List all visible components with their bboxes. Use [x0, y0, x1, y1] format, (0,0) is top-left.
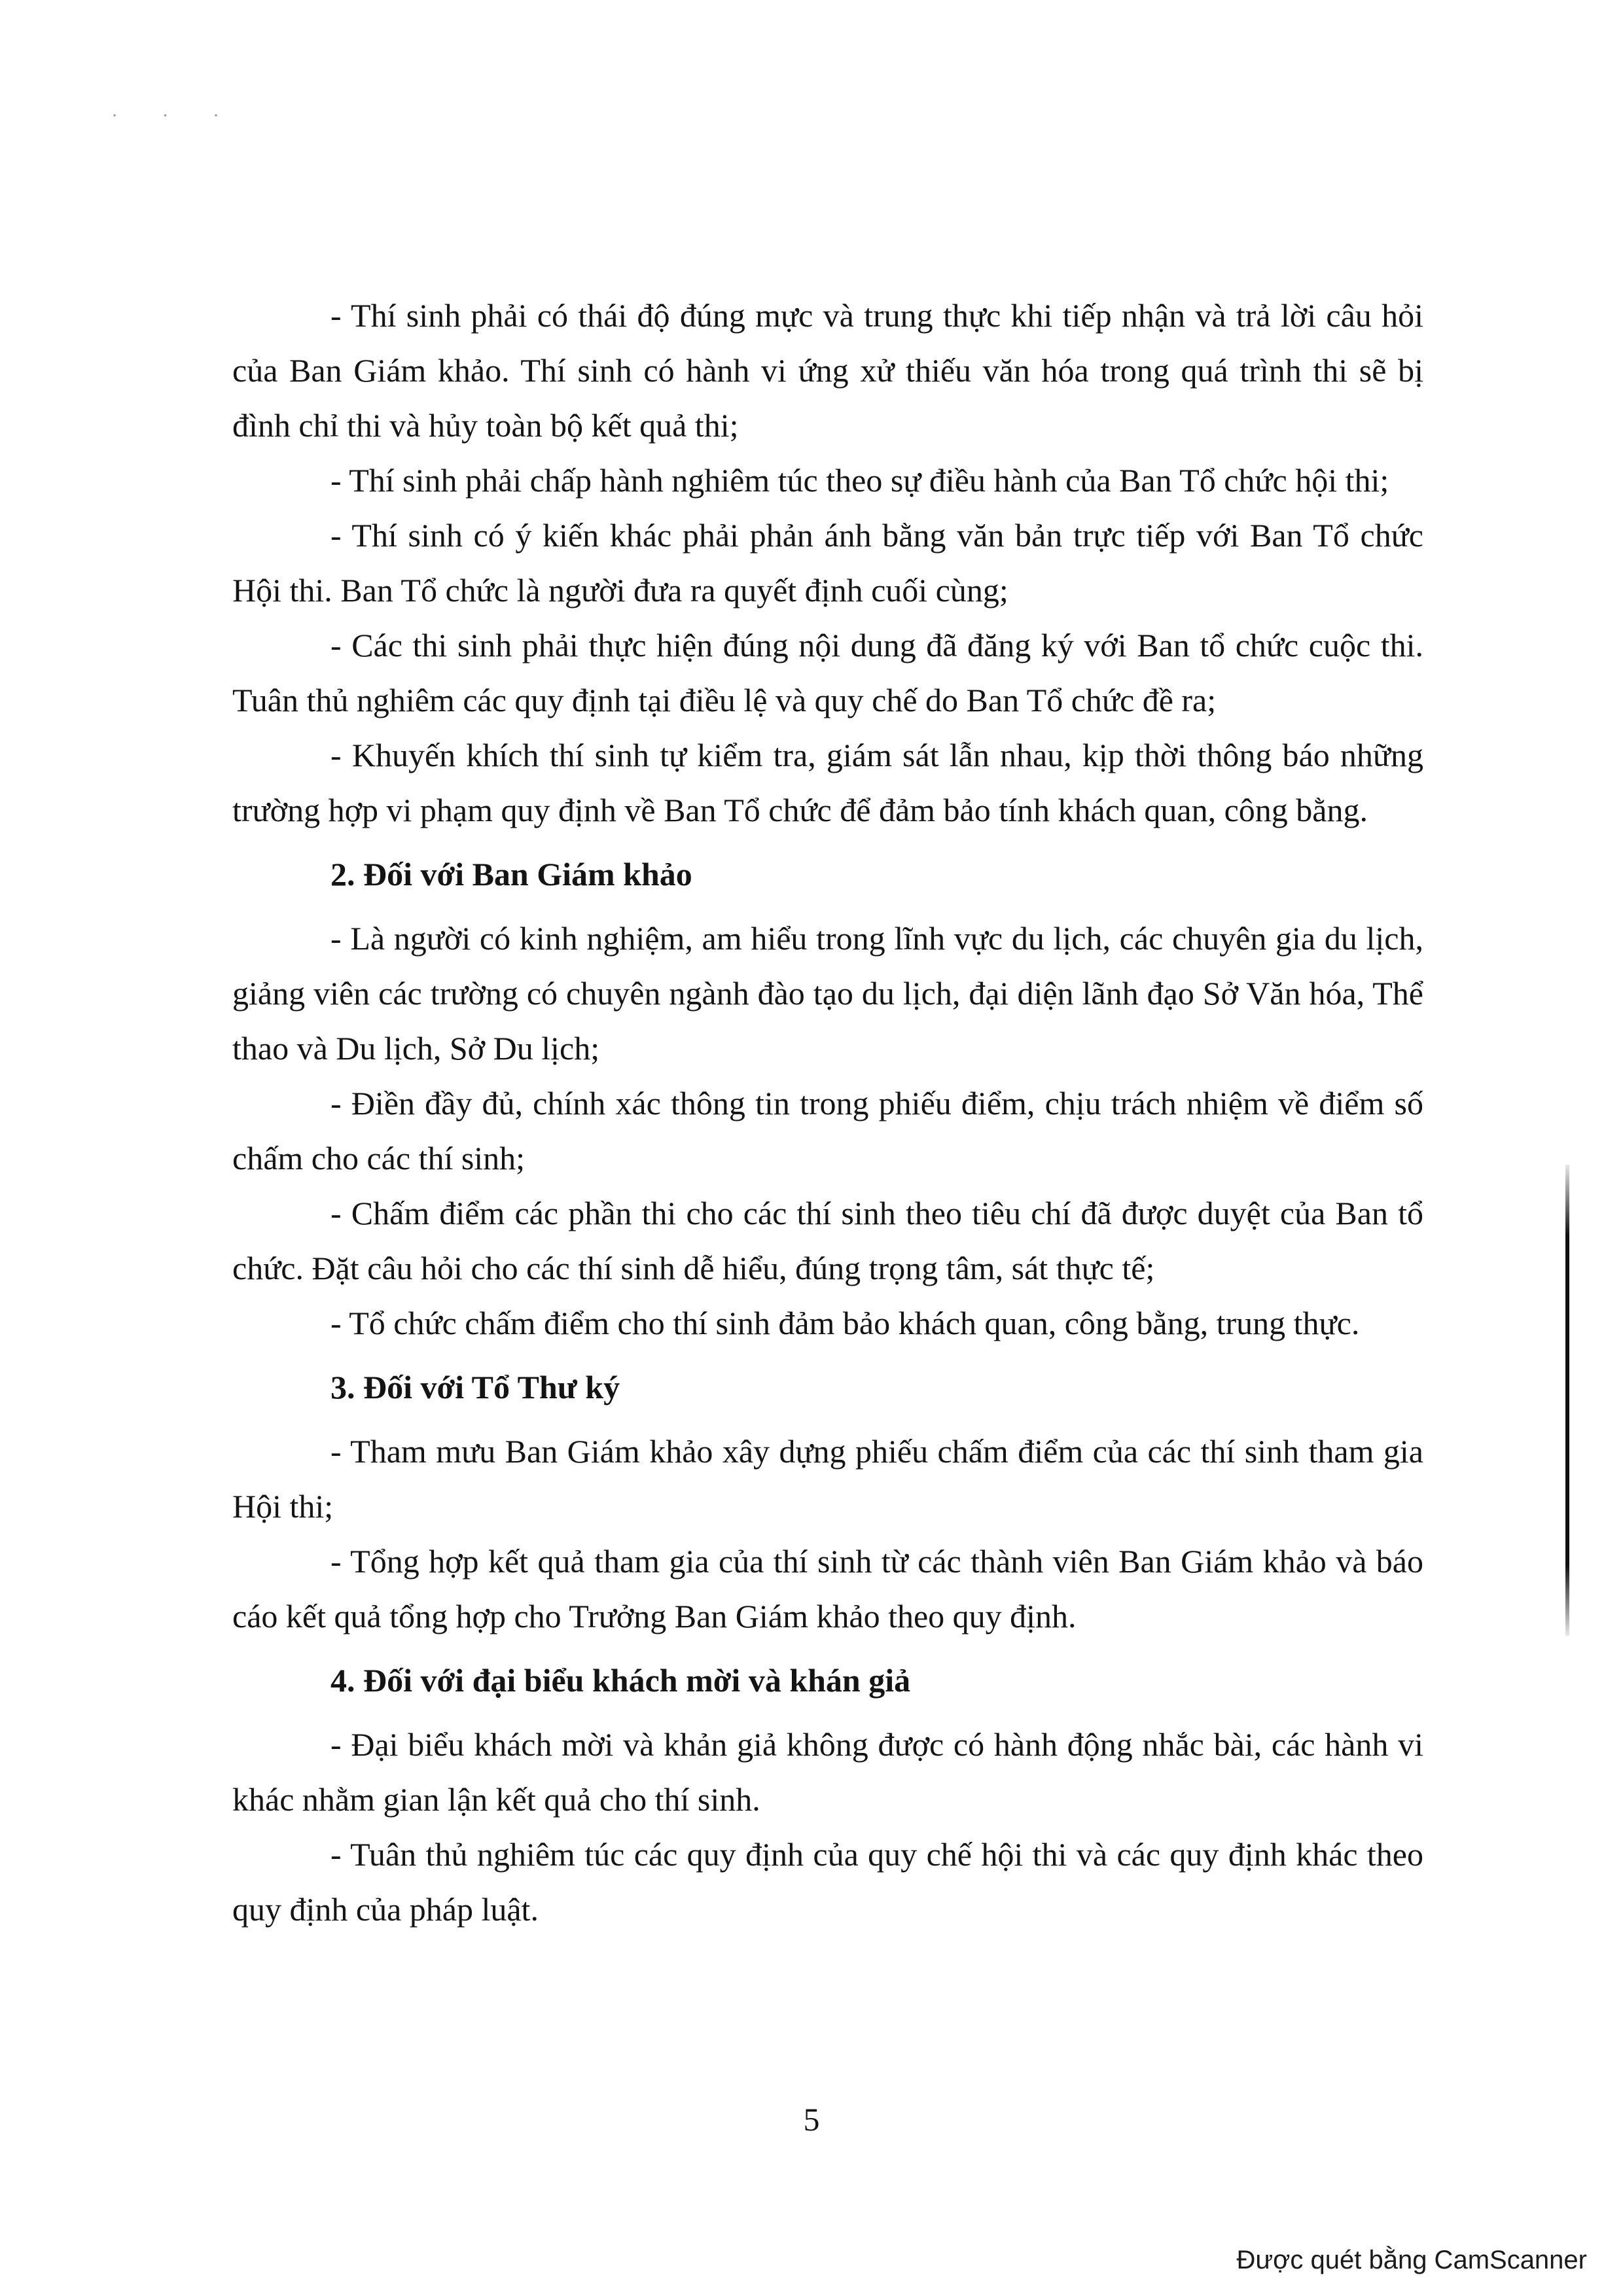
- paragraph-guests-no-prompting: - Đại biểu khách mời và khản giả không được có hành động nhắc bài, các hành vi khác nhằm gian lận kết quả cho thí sinh.: [232, 1726, 1423, 1818]
- document-body: [232, 288, 1423, 1937]
- scan-edge-shadow: [1565, 1165, 1569, 1636]
- paragraph-candidate-feedback: - Thí sinh có ý kiến khác phải phản ánh bằng văn bản trực tiếp với Ban Tổ chức Hội thi. Ban Tổ chức là người đưa ra quyết định cuối cùng;: [232, 517, 1423, 609]
- paragraph-secretariat-advise: - Tham mưu Ban Giám khảo xây dựng phiếu chấm điểm của các thí sinh tham gia Hội thi;: [232, 1433, 1423, 1525]
- paragraph-judges-scoring: - Chấm điểm các phần thi cho các thí sinh theo tiêu chí đã được duyệt của Ban tổ chức. Đặt câu hỏi cho các thí sinh dễ hiểu, đúng trọng tâm, sát thực tế;: [232, 1195, 1423, 1286]
- paragraph-candidate-attitude: - Thí sinh phải có thái độ đúng mực và trung thực khi tiếp nhận và trả lời câu hỏi của Ban Giám khảo. Thí sinh có hành vi ứng xử thiếu văn hóa trong quá trình thi sẽ bị đình chỉ thi và hủy toàn bộ kết quả thi;: [232, 297, 1423, 444]
- paragraph-guests-compliance: - Tuân thủ nghiêm túc các quy định của quy chế hội thi và các quy định khác theo quy định của pháp luật.: [232, 1836, 1423, 1928]
- scanner-watermark: Được quét bằng CamScanner: [1236, 2246, 1587, 2274]
- heading-judges: 2. Đối với Ban Giám khảo: [330, 856, 692, 892]
- paragraph-candidate-monitoring: - Khuyến khích thí sinh tự kiểm tra, giám sát lẫn nhau, kịp thời thông báo những trường hợp vi phạm quy định về Ban Tổ chức để đảm bảo tính khách quan, công bằng.: [232, 737, 1423, 828]
- paragraph-candidate-compliance: - Thí sinh phải chấp hành nghiêm túc theo sự điều hành của Ban Tổ chức hội thi;: [330, 462, 1389, 499]
- paragraph-secretariat-summary: - Tổng hợp kết quả tham gia của thí sinh từ các thành viên Ban Giám khảo và báo cáo kết quả tổng hợp cho Trưởng Ban Giám khảo theo quy định.: [232, 1543, 1423, 1634]
- heading-secretariat: 3. Đối với Tổ Thư ký: [330, 1369, 620, 1405]
- page-number: 5: [803, 2101, 820, 2138]
- paragraph-judges-qualification: - Là người có kinh nghiệm, am hiểu trong lĩnh vực du lịch, các chuyên gia du lịch, giảng viên các trường có chuyên ngành đào tạo du lịch, đại diện lãnh đạo Sở Văn hóa, Thể thao và Du lịch, Sở Du lịch;: [232, 920, 1423, 1067]
- paragraph-candidate-content: - Các thi sinh phải thực hiện đúng nội dung đã đăng ký với Ban tổ chức cuộc thi. Tuân thủ nghiêm các quy định tại điều lệ và quy chế do Ban Tổ chức đề ra;: [232, 627, 1423, 718]
- heading-guests-audience: 4. Đối với đại biểu khách mời và khán giả: [330, 1662, 911, 1699]
- paragraph-judges-scoresheet: - Điền đầy đủ, chính xác thông tin trong phiếu điểm, chịu trách nhiệm về điểm số chấm cho các thí sinh;: [232, 1085, 1423, 1176]
- paragraph-judges-fairness: - Tổ chức chấm điểm cho thí sinh đảm bảo khách quan, công bằng, trung thực.: [330, 1305, 1360, 1341]
- scan-specks: · · ·: [111, 105, 239, 126]
